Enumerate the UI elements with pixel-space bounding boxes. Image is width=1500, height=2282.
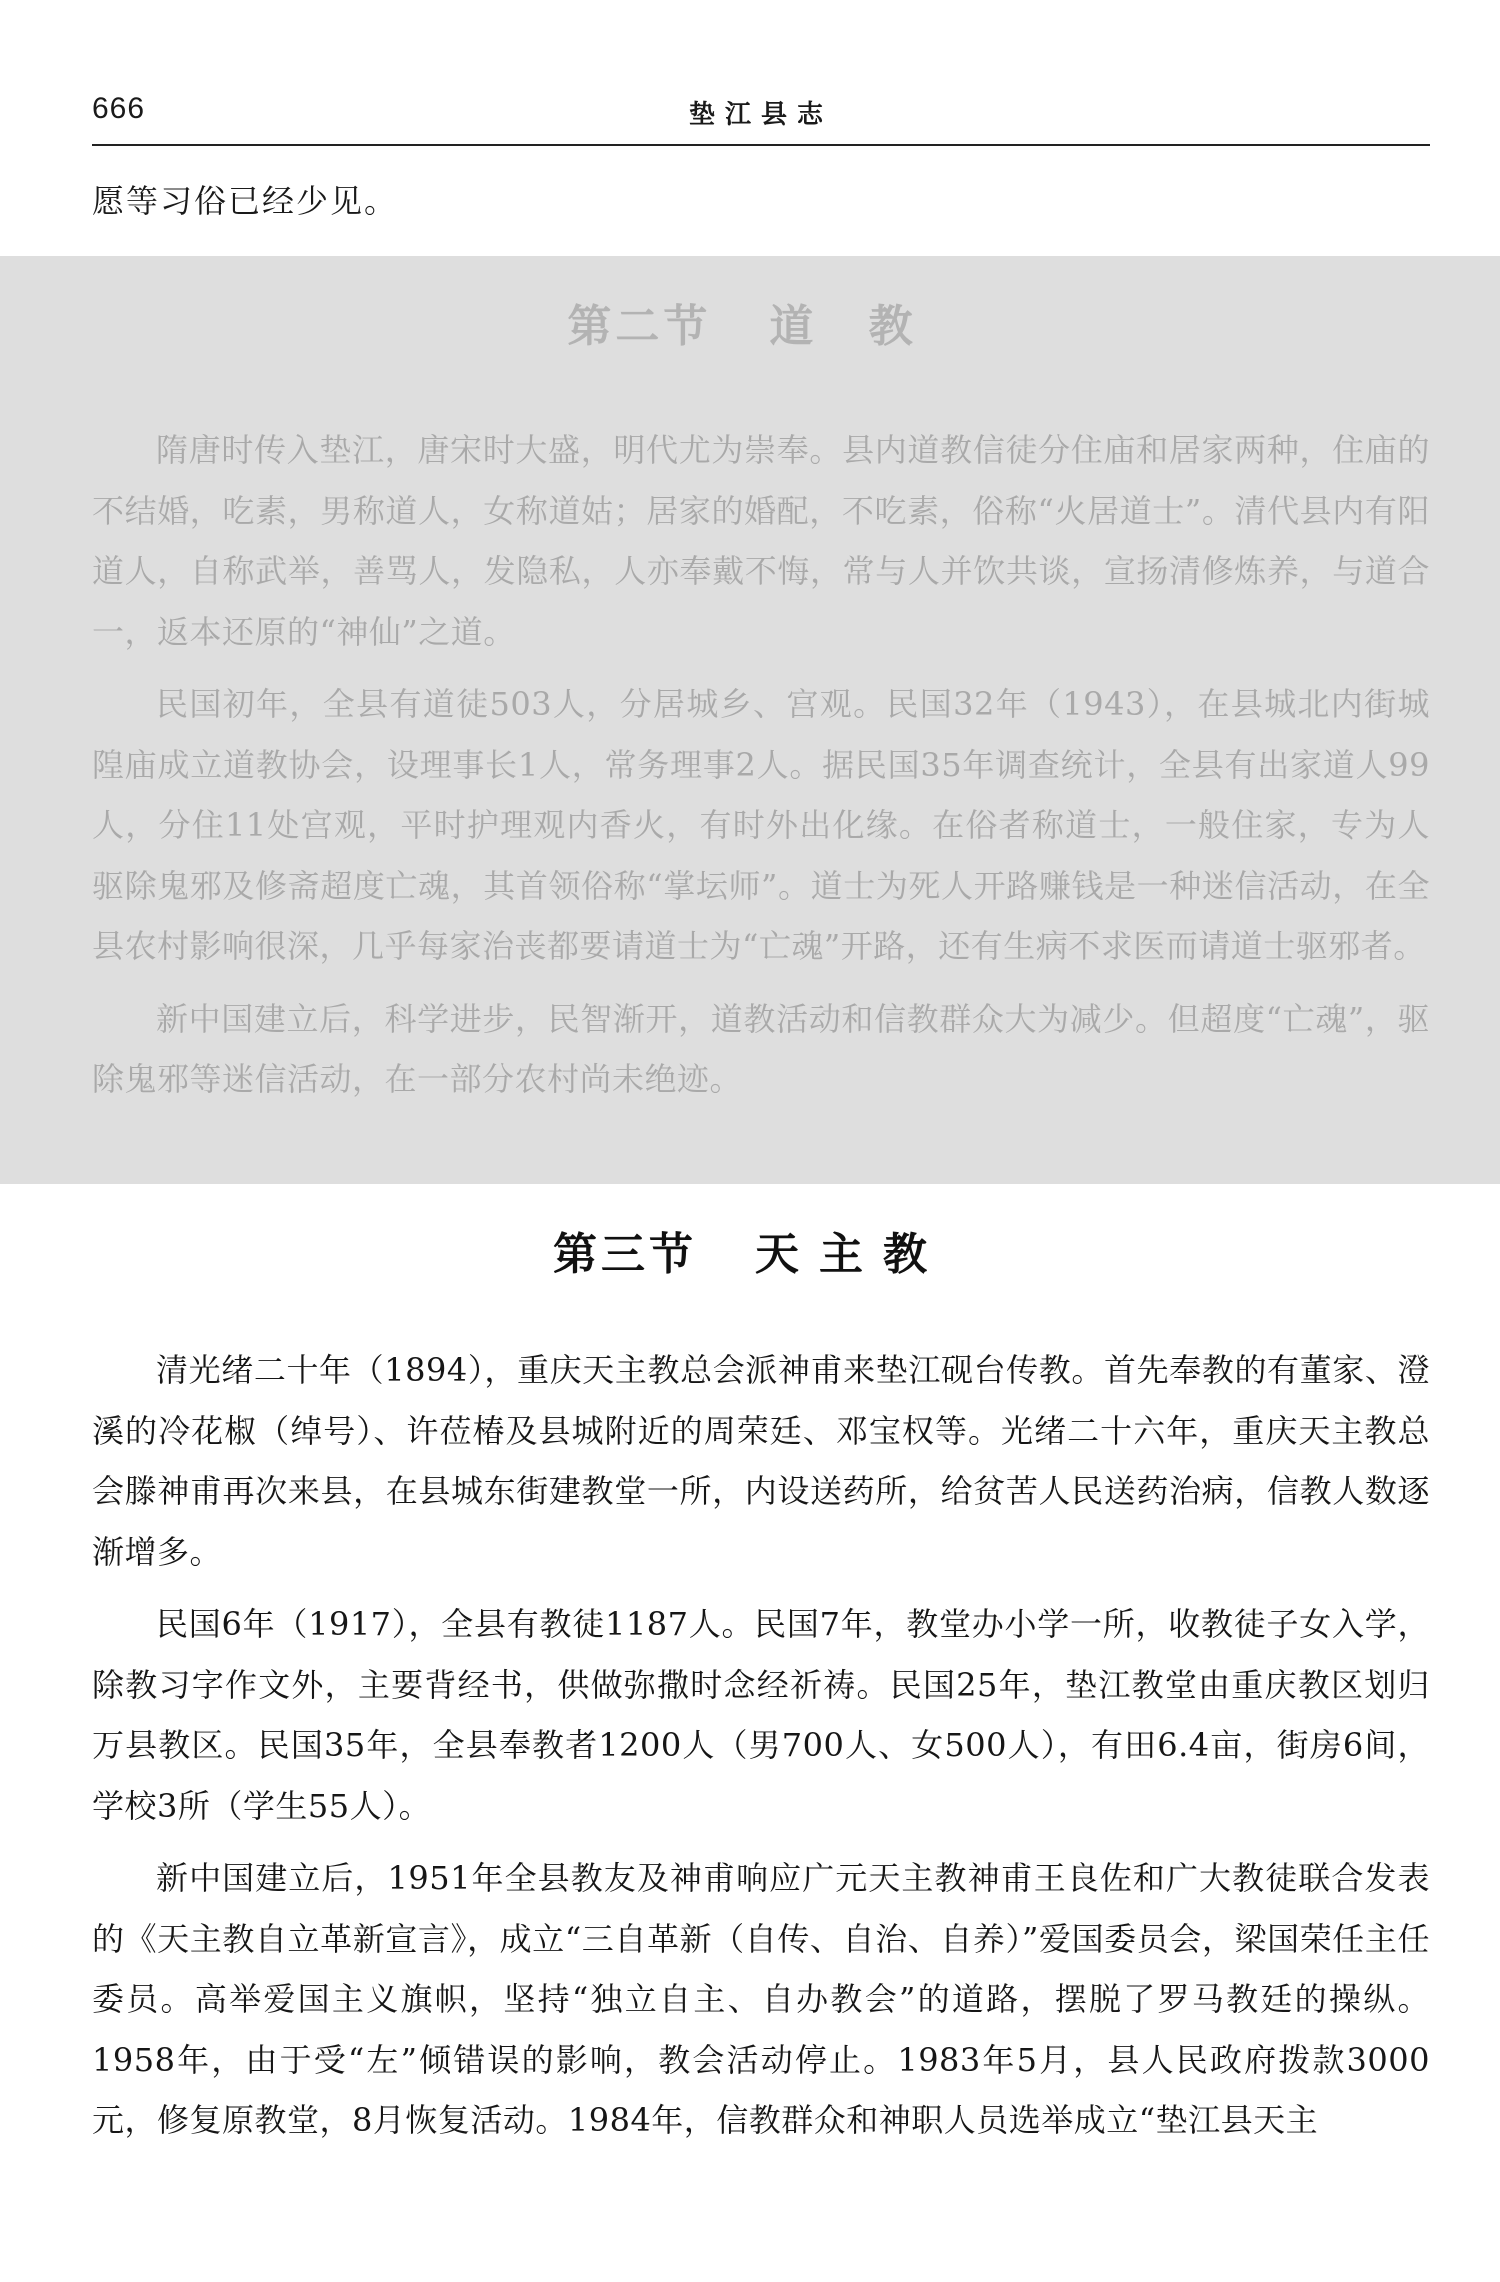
paragraph: 民国6年（1917），全县有教徒1187人。民国7年，教堂办小学一所，收教徒子女入学，除教习字作文外，主要背经书，供做弥撒时念经祈祷。民国25年，垫江教堂由重庆教区划归万县教区。民国35年，全县奉教者1200人（男700人、女500人），有田6.4亩，街房6间，学校3所（学生55人）。 (92, 1605, 1430, 1825)
section-body-catholicism (92, 1340, 1430, 2163)
carryover-text: 愿等习俗已经少见。 (92, 182, 399, 220)
page-number: 666 (92, 92, 146, 125)
paragraph: 清光绪二十年（1894），重庆天主教总会派神甫来垫江砚台传教。首先奉教的有董家、澄溪的冷花椒（绰号）、许莅椿及县城附近的周荣廷、邓宝权等。光绪二十六年，重庆天主教总会滕神甫再次来县，在县城东街建教堂一所，内设送药所，给贫苦人民送药治病，信教人数逐渐增多。 (92, 1351, 1430, 1571)
book-title: 垫江县志 (688, 100, 833, 130)
section-title-catholicism (0, 1218, 1500, 1282)
section-number: 第三节 (553, 1229, 698, 1280)
page-header (92, 88, 1430, 146)
paragraph: 新中国建立后，1951年全县教友及神甫响应广元天主教神甫王良佐和广大教徒联合发表的《天主教自立革新宣言》，成立“三自革新（自传、自治、自养）”爱国委员会，梁国荣任主任委员。高举爱国主义旗帜，坚持“独立自主、自办教会”的道路，摆脱了罗马教廷的操纵。1958年，由于受“左”倾错误的影响，教会活动停止。1983年5月，县人民政府拨款3000元，修复原教堂，8月恢复活动。1984年，信教群众和神职人员选举成立“垫江县天主 (92, 1859, 1430, 2139)
section-title-daoism (0, 290, 1500, 354)
paragraph: 新中国建立后，科学进步，民智渐开，道教活动和信教群众大为减少。但超度“亡魂”，驱除鬼邪等迷信活动，在一部分农村尚未绝迹。 (92, 999, 1430, 1098)
section-name: 天主教 (754, 1229, 947, 1280)
paragraph: 民国初年，全县有道徒503人，分居城乡、宫观。民国32年（1943），在县城北内街城隍庙成立道教协会，设理事长1人，常务理事2人。据民国35年调查统计，全县有出家道人99人，分住11处宫观，平时护理观内香火，有时外出化缘。在俗者称道士，一般住家，专为人驱除鬼邪及修斋超度亡魂，其首领俗称“掌坛师”。道士为死人开路赚钱是一种迷信活动，在全县农村影响很深，几乎每家治丧都要请道士为“亡魂”开路，还有生病不求医而请道士驱邪者。 (92, 685, 1430, 965)
section-body-daoism (92, 420, 1430, 1122)
paragraph: 隋唐时传入垫江，唐宋时大盛，明代尤为崇奉。县内道教信徒分住庙和居家两种，住庙的不结婚，吃素，男称道人，女称道姑；居家的婚配，不吃素，俗称“火居道士”。清代县内有阳道人，自称武举，善骂人，发隐私，人亦奉戴不悔，常与人并饮共谈，宣扬清修炼养，与道合一，返本还原的“神仙”之道。 (92, 431, 1430, 651)
section-name: 道 教 (769, 301, 933, 352)
section-number: 第二节 (567, 301, 712, 352)
